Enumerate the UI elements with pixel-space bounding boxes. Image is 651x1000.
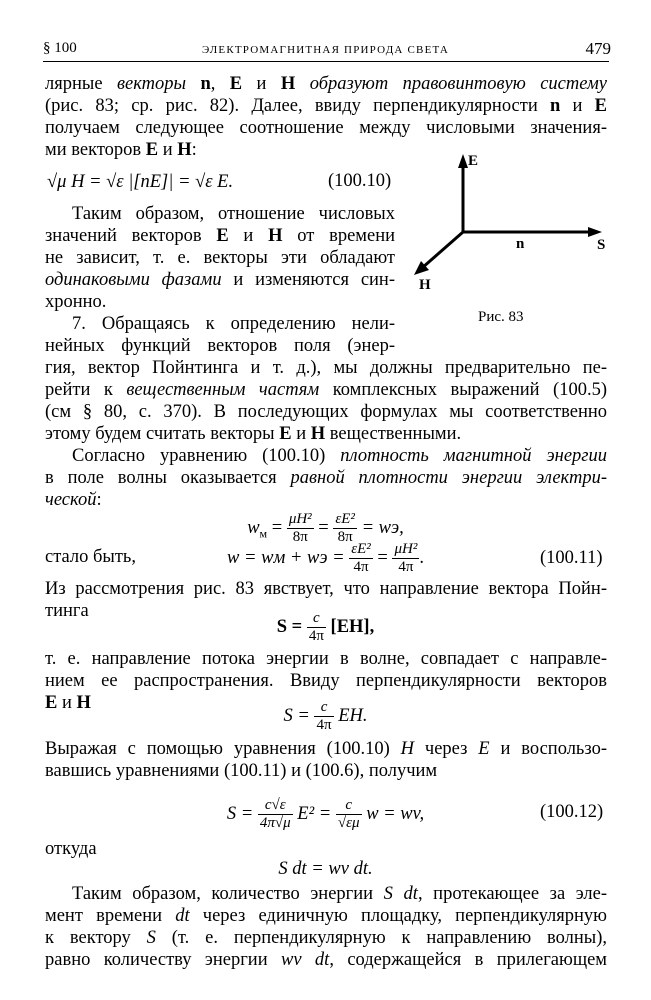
text-line: Из рассмотрения рис. 83 явствует, что направление вектора Пойн- <box>45 579 607 599</box>
equation-tag: (100.11) <box>540 548 603 568</box>
text-line: лярные векторы n, E и H образуют правовинтовую систему <box>45 74 607 94</box>
equation-energy-flux: S dt = wv dt. <box>278 859 373 879</box>
text-line: рейти к вещественным частям комплексных выражений (100.5) <box>45 380 608 400</box>
text-line: одинаковыми фазами и изменяются син- <box>45 270 395 290</box>
text-line: не зависит, т. е. векторы эти обладают <box>45 248 395 268</box>
running-title: ЭЛЕКТРОМАГНИТНАЯ ПРИРОДА СВЕТА <box>201 44 450 56</box>
equation-tag: (100.12) <box>540 802 604 822</box>
text-line: получаем следующее соотношение между числовыми значения- <box>45 118 607 138</box>
equation-100-10: √μ H = √ε |[nE]| = √ε E. <box>47 172 234 192</box>
label-H: H <box>419 277 431 293</box>
text-line: тинга <box>45 601 89 621</box>
text-line: нием ее распространения. Ввиду перпендикулярности векторов <box>45 671 607 691</box>
equation-100-12: S = $\frac{c√\varepsilon}{4\pi√\mu}$ E² = $\frac{c}{√\varepsilon\mu}$ w = wv, <box>226 797 425 832</box>
vector-H-axis <box>422 232 463 268</box>
text-line: в поле волны оказывается равной плотности энергии электри- <box>45 468 607 488</box>
equation-100-11: w = wм + wэ = $\frac{\text{εE²}}{4\pi}$ = $\frac{\text{μH²}}{4\pi}$ . <box>227 541 424 576</box>
arrowhead-E <box>458 154 468 168</box>
equation-energy-density: $w_м$ = $\frac{\text{μH²}}{8\pi}$ = $\frac{\text{εE²}}{8\pi}$ = wэ, <box>247 511 404 546</box>
label-E: E <box>468 153 479 169</box>
text-line: значений векторов E и H от времени <box>45 226 396 246</box>
text-line: вавшись уравнениями (100.11) и (100.6), получим <box>45 761 438 781</box>
text-line: (рис. 83; ср. рис. 82). Далее, ввиду перпендикулярности n и E <box>45 96 607 116</box>
text-line: стало быть, <box>45 547 136 567</box>
text-line: E и H <box>45 693 91 713</box>
text-line: хронно. <box>45 292 107 312</box>
text-line: равно количеству энергии wv dt, содержащейся в прилегающем <box>45 950 607 970</box>
section-number: § 100 <box>43 40 77 56</box>
text-line: этому будем считать векторы E и H вещественными. <box>45 424 462 444</box>
text-line: т. е. направление потока энергии в волне, совпадает с направле- <box>45 649 607 669</box>
text-line: (см § 80, с. 370). В последующих формулах мы соответственно <box>45 402 607 422</box>
text-line: Согласно уравнению (100.10) плотность магнитной энергии <box>72 446 608 466</box>
equation-poynting-magnitude: S = $\frac{c}{4\pi}$ EH. <box>283 699 368 734</box>
figure-caption: Рис. 83 <box>478 309 524 325</box>
text-line: к вектору S (т. е. перпендикулярную к направлению волны), <box>45 928 607 948</box>
text-line: ческой: <box>45 490 102 510</box>
equation-poynting-vector: S = $\frac{c}{4\pi}$ [EH], <box>276 610 375 645</box>
figure-83-vector-diagram <box>405 150 620 300</box>
text-line: откуда <box>45 839 97 859</box>
arrowhead-S <box>588 227 602 237</box>
equation-tag: (100.10) <box>328 171 392 191</box>
text-line: 7. Обращаясь к определению нели- <box>72 314 395 334</box>
text-line: мент времени dt через единичную площадку, перпендикулярную <box>45 906 607 926</box>
text-line: гия, вектор Пойнтинга и т. д.), мы должны предварительно пе- <box>45 358 607 378</box>
text-line: Таким образом, отношение числовых <box>72 204 395 224</box>
label-n: n <box>516 236 525 252</box>
text-line: Выражая с помощью уравнения (100.10) H через E и воспользо- <box>45 739 607 759</box>
text-line: нейных функций векторов поля (энер- <box>45 336 395 356</box>
text-line: ми векторов E и H: <box>45 140 197 160</box>
header-rule <box>43 61 609 62</box>
label-S: S <box>597 237 606 253</box>
text-line: Таким образом, количество энергии S dt, протекающее за эле- <box>72 884 607 904</box>
page-number: 479 <box>585 39 611 58</box>
